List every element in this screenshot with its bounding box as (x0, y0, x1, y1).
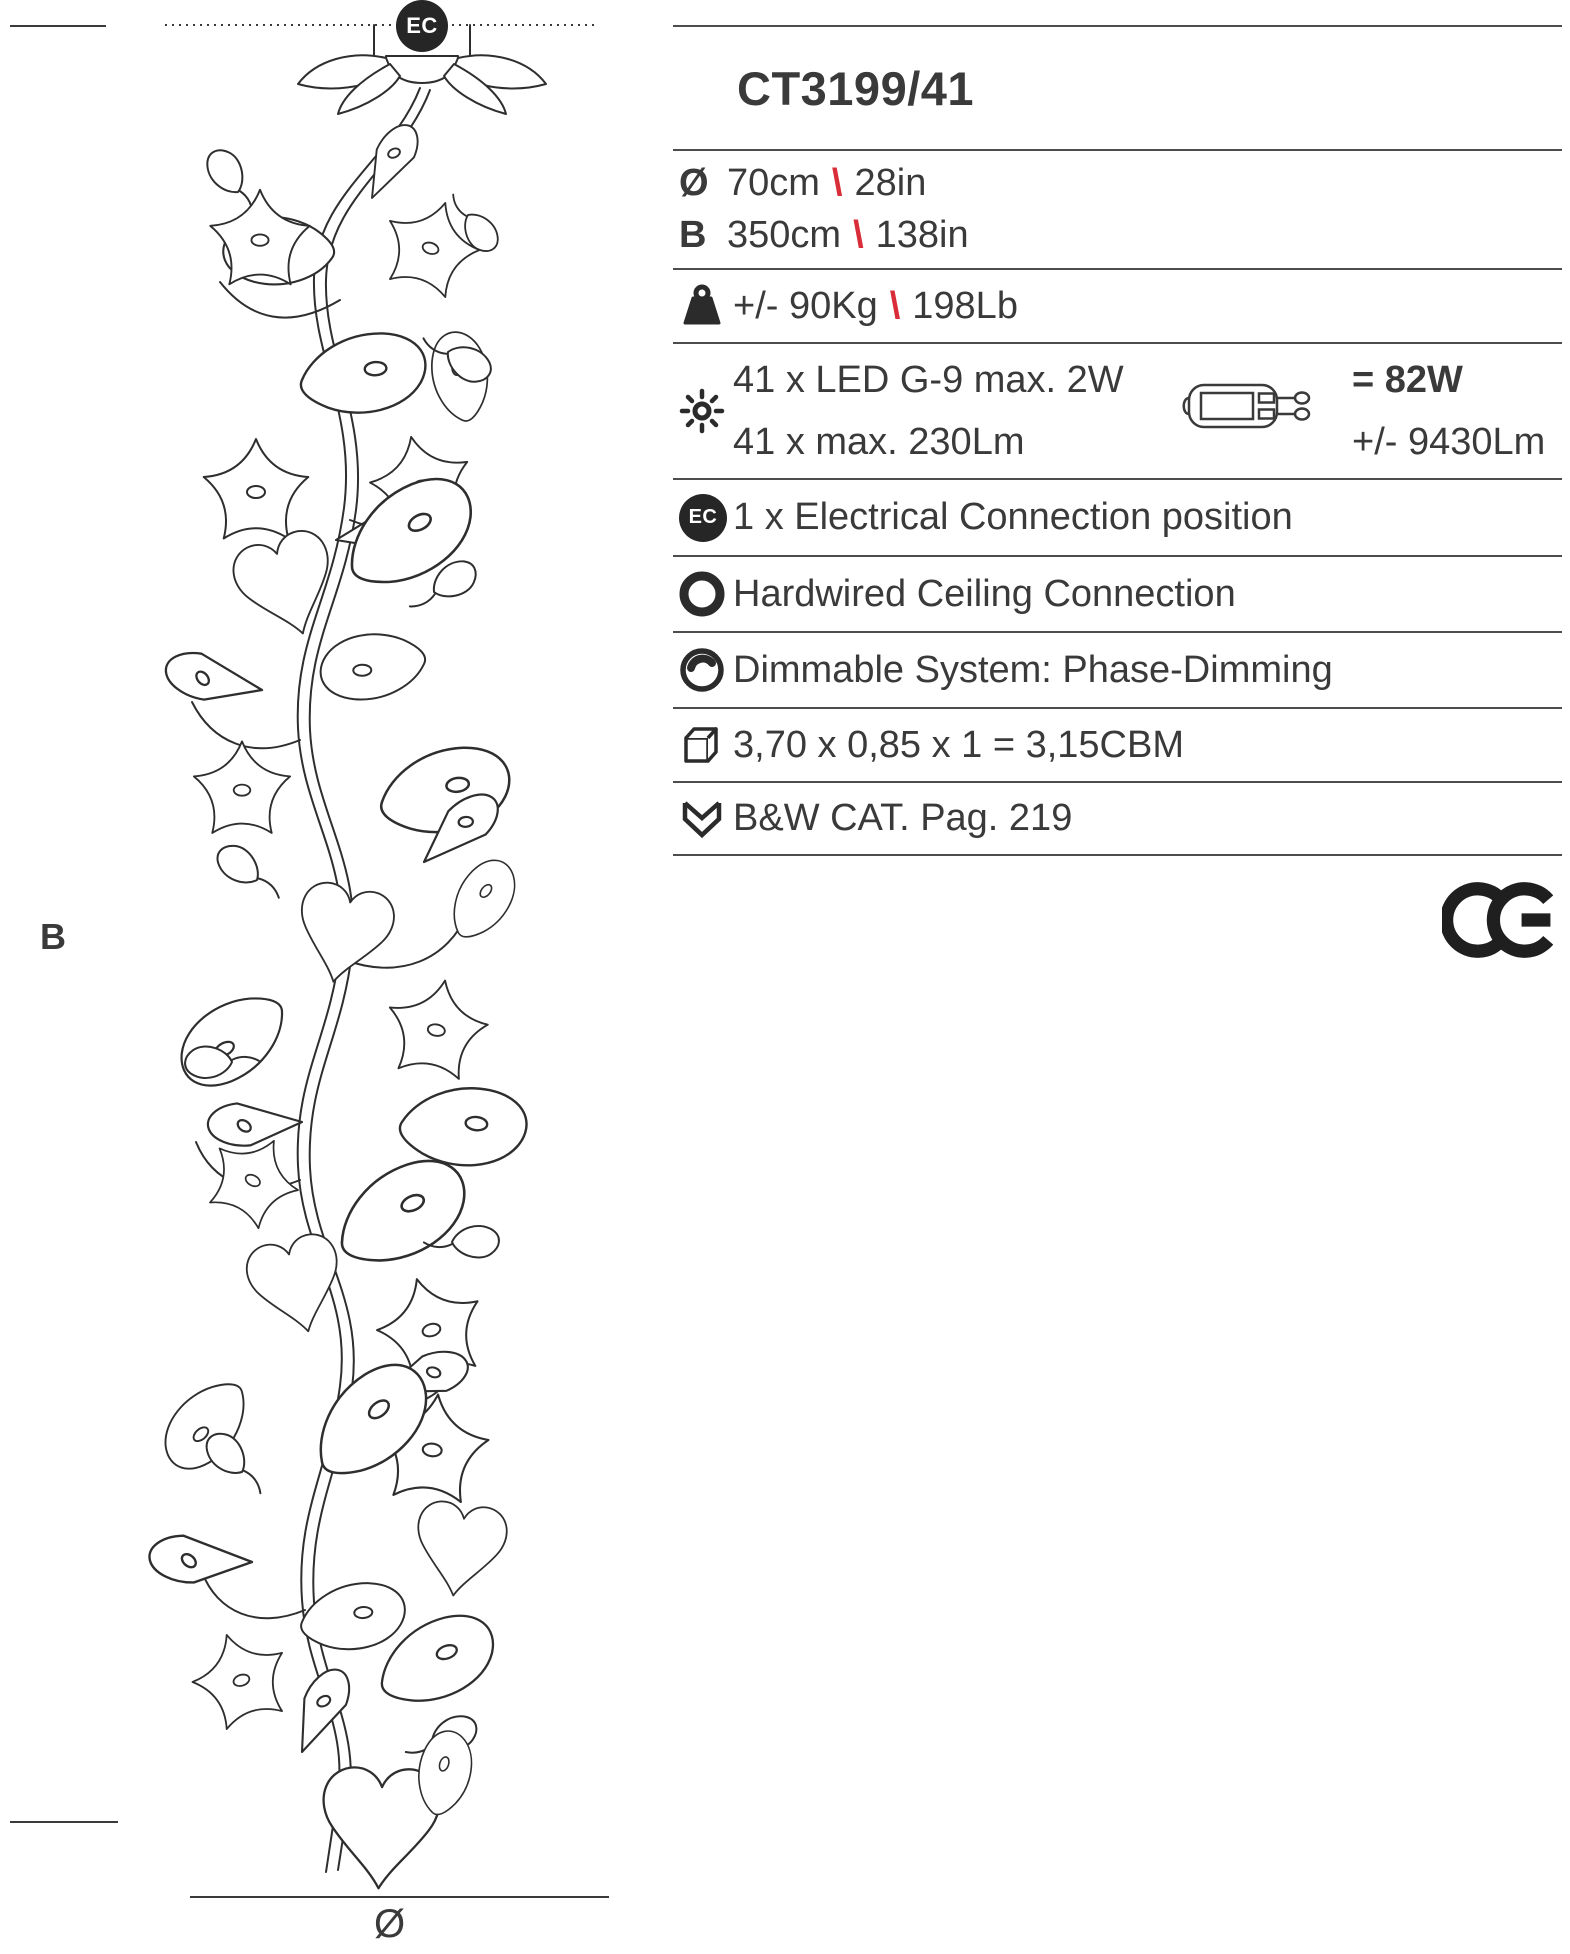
lamp-spec-lines (733, 349, 1124, 473)
catalog-text: B&W CAT. Pag. 219 (733, 797, 1073, 839)
packing-box-icon (673, 722, 733, 768)
spec-panel (673, 25, 1562, 856)
ec-badge-label: EC (406, 13, 438, 38)
spec-row-catalog (673, 783, 1562, 856)
diameter-dimension-label: Ø (374, 1902, 406, 1946)
spec-row-electrical-connection (673, 480, 1562, 557)
product-title-row (673, 27, 1562, 151)
diameter-imperial: 28in (854, 162, 927, 204)
weight-metric: +/- 90Kg (733, 284, 878, 327)
diameter-metric: 70cm (727, 162, 820, 204)
ec-badge-icon (673, 494, 733, 542)
separator-slash: \ (831, 162, 843, 204)
g9-bulb-icon (1181, 377, 1321, 445)
spec-row-dimming (673, 633, 1562, 709)
total-wattage: = 82W (1352, 359, 1463, 401)
product-model: CT3199/41 (737, 61, 975, 115)
ec-position-badge-drawing (396, 0, 448, 52)
chandelier-line-art (0, 0, 660, 1954)
lamp-totals (1352, 344, 1545, 478)
spec-row-lamping (673, 344, 1562, 480)
hardwired-ring-icon (673, 571, 733, 617)
height-icon: B (679, 214, 707, 256)
spec-row-mounting (673, 557, 1562, 633)
lamp-line-2: 41 x max. 230Lm (733, 421, 1025, 463)
mounting-text: Hardwired Ceiling Connection (733, 572, 1236, 615)
diameter-line (673, 158, 1562, 210)
separator-slash: \ (853, 214, 864, 256)
separator-slash: \ (889, 284, 901, 327)
total-lumen: +/- 9430Lm (1352, 421, 1546, 463)
ec-badge-text: EC (688, 506, 718, 528)
height-metric: 350cm (727, 214, 842, 256)
dimming-text: Dimmable System: Phase-Dimming (733, 648, 1333, 691)
catalog-book-icon (673, 796, 733, 842)
lamp-line-1: 41 x LED G-9 max. 2W (733, 359, 1124, 401)
weight-imperial: 198Lb (912, 284, 1018, 327)
packing-text: 3,70 x 0,85 x 1 = 3,15CBM (733, 723, 1184, 766)
height-line (673, 210, 1562, 262)
height-dimension-label: B (40, 916, 66, 957)
fixture-drawing-area (0, 0, 660, 1954)
height-imperial: 138in (875, 214, 969, 256)
light-source-icon (673, 388, 733, 434)
spec-row-weight (673, 270, 1562, 344)
diameter-icon: Ø (679, 162, 709, 204)
spec-row-dimensions (673, 151, 1562, 270)
ce-mark-icon (1442, 881, 1559, 964)
dimmable-icon (673, 647, 733, 693)
electrical-connection-text: 1 x Electrical Connection position (733, 496, 1293, 538)
spec-row-packing-volume (673, 709, 1562, 783)
weight-icon (673, 283, 733, 329)
